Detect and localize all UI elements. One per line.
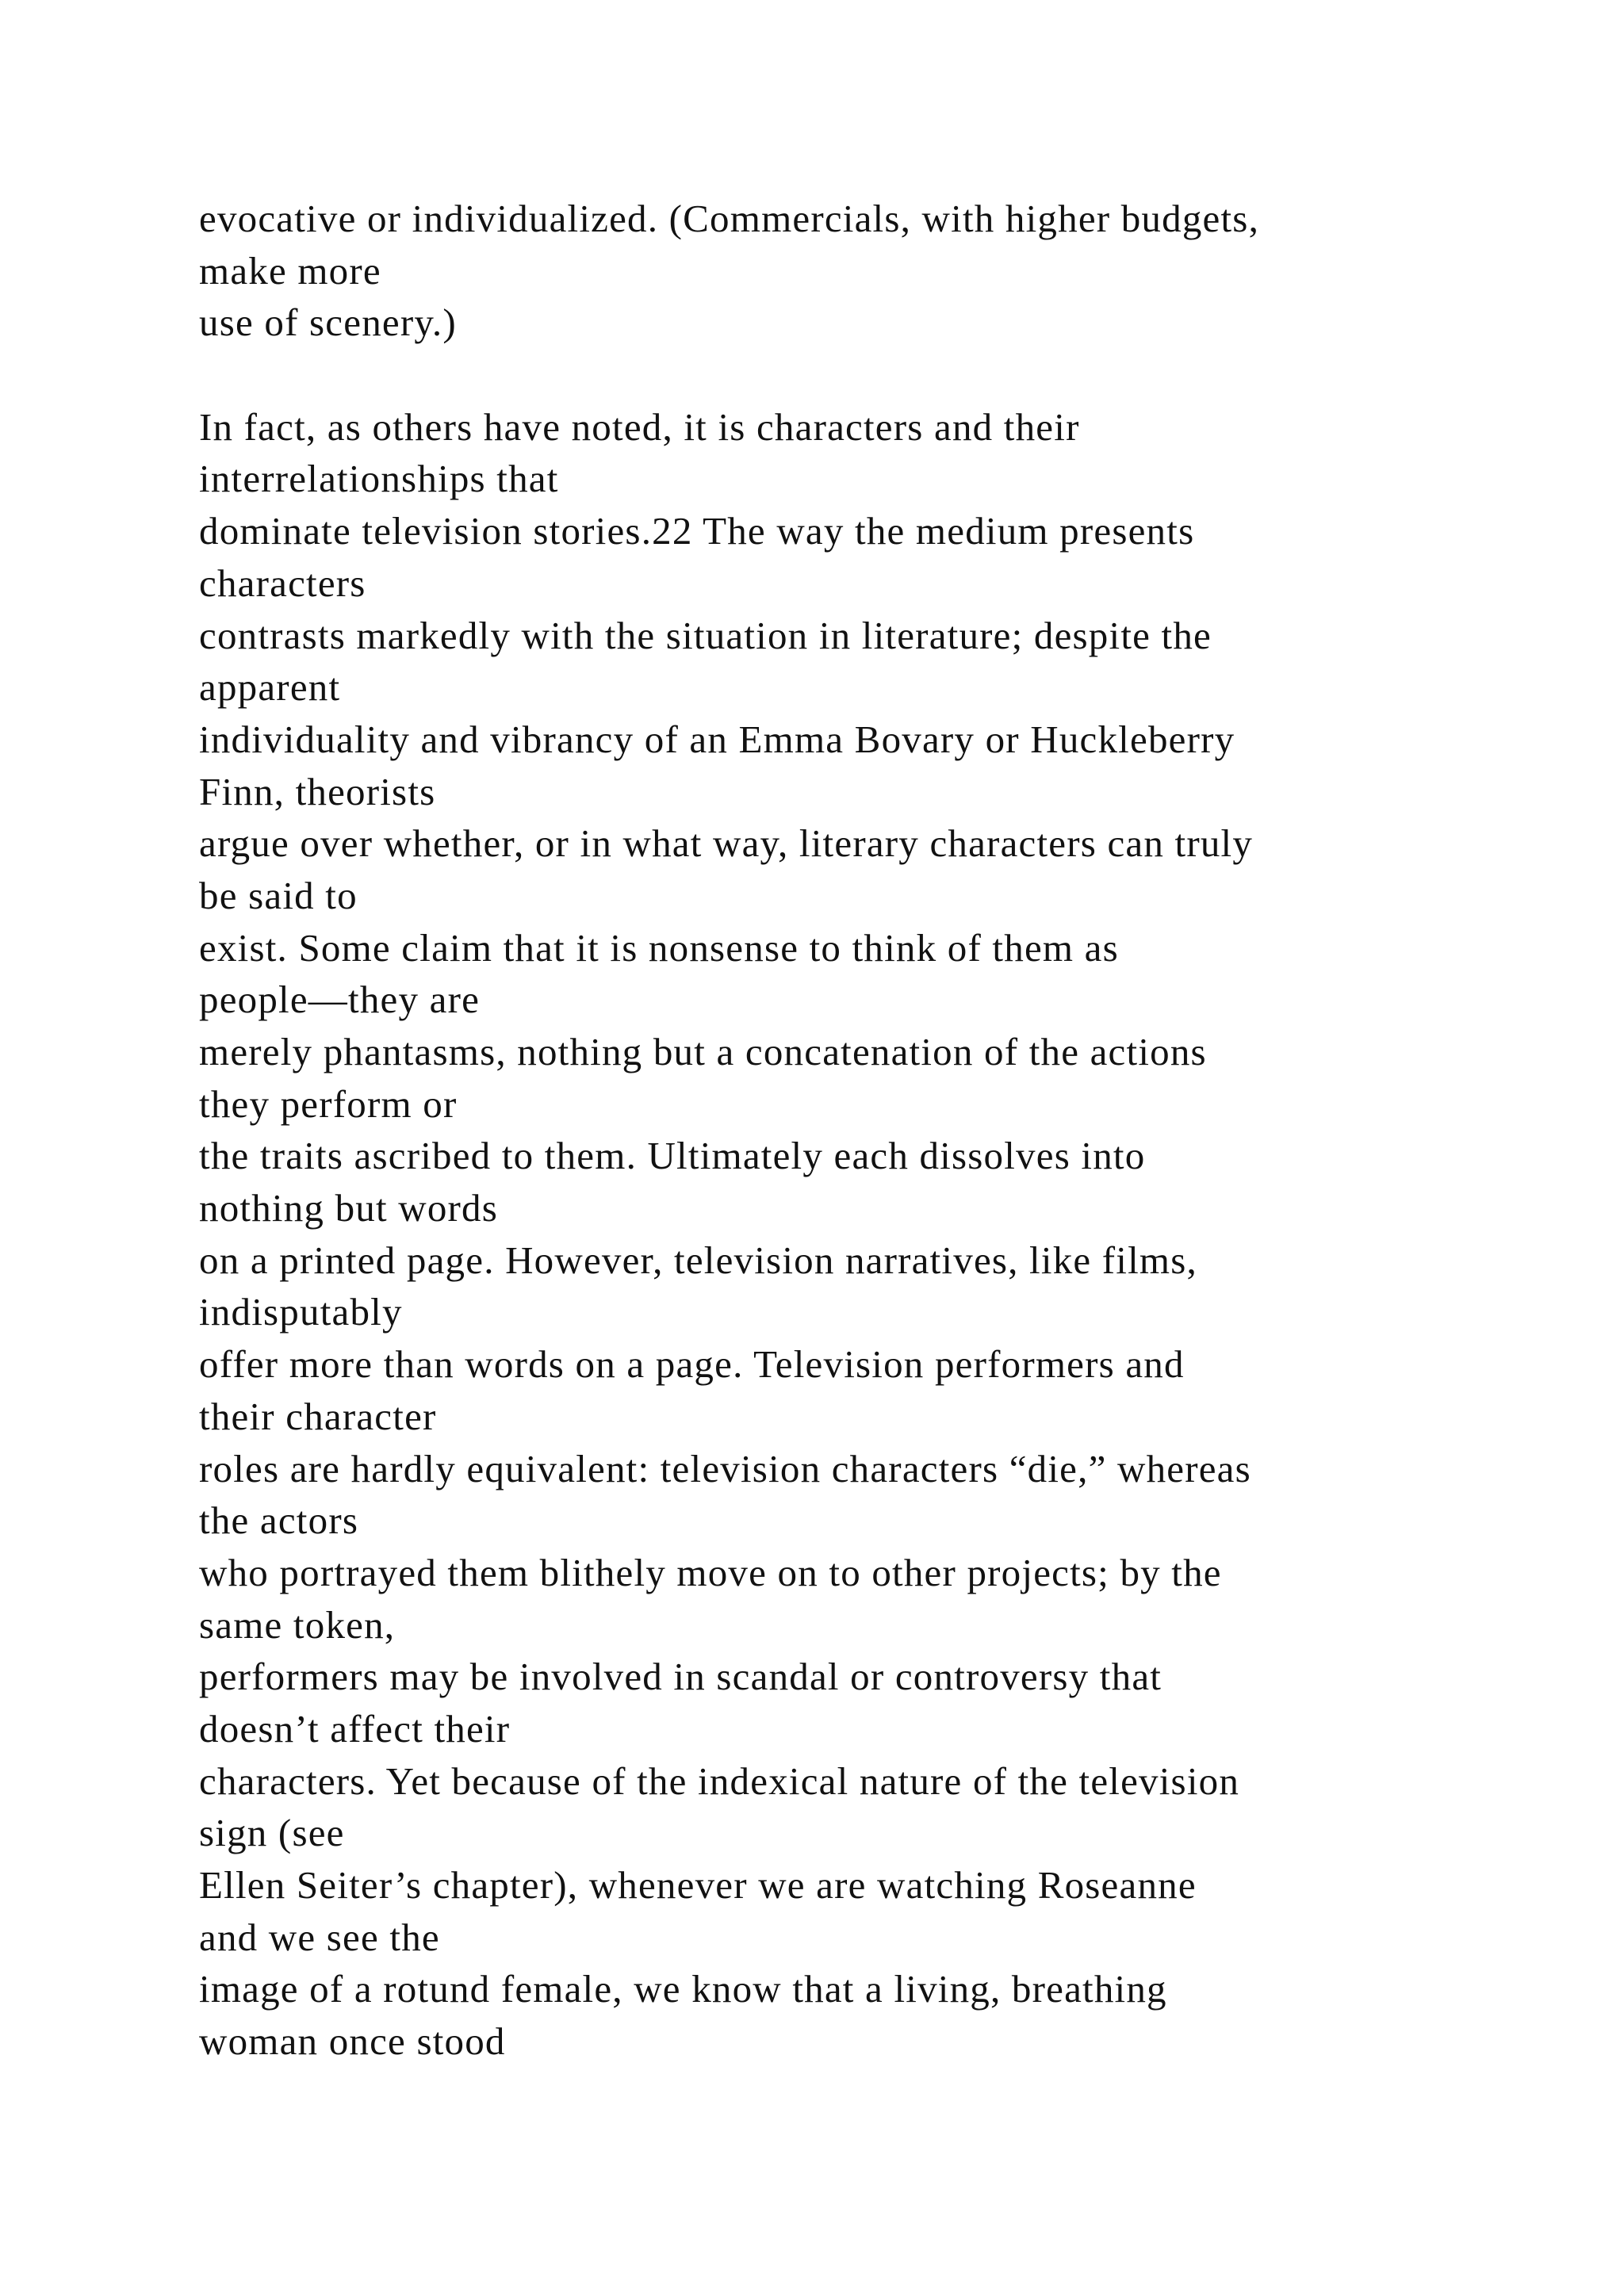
body-text bbox=[199, 193, 1547, 2068]
text-line: evocative or individualized. (Commercials, with higher budgets, bbox=[199, 197, 1260, 240]
text-line: contrasts markedly with the situation in literature; despite the bbox=[199, 613, 1212, 657]
text-line: their character bbox=[199, 1394, 437, 1438]
text-line: individuality and vibrancy of an Emma Bovary or Huckleberry bbox=[199, 717, 1235, 761]
text-line: In fact, as others have noted, it is characters and their bbox=[199, 404, 1080, 449]
text-line: performers may be involved in scandal or controversy that bbox=[199, 1655, 1162, 1699]
text-line: Finn, theorists bbox=[199, 769, 436, 813]
paragraph-break bbox=[199, 349, 1547, 401]
text-line: doesn’t affect their bbox=[199, 1706, 511, 1751]
text-line: the traits ascribed to them. Ultimately each dissolves into bbox=[199, 1134, 1146, 1178]
text-line: sign (see bbox=[199, 1811, 345, 1855]
text-line: nothing but words bbox=[199, 1186, 499, 1230]
text-line: offer more than words on a page. Television performers and bbox=[199, 1342, 1185, 1387]
text-line: they perform or bbox=[199, 1081, 458, 1126]
text-line: be said to bbox=[199, 873, 358, 917]
text-line: same token, bbox=[199, 1602, 396, 1647]
text-line: use of scenery.) bbox=[199, 300, 457, 345]
text-line: dominate television stories.22 The way the medium presents bbox=[199, 509, 1195, 553]
text-line: who portrayed them blithely move on to other projects; by the bbox=[199, 1550, 1222, 1594]
text-line: on a printed page. However, television narratives, like films, bbox=[199, 1238, 1197, 1282]
text-line: Ellen Seiter’s chapter), whenever we are watching Roseanne bbox=[199, 1863, 1197, 1907]
text-line: characters bbox=[199, 561, 366, 605]
text-line: exist. Some claim that it is nonsense to think of them as bbox=[199, 925, 1119, 970]
text-line: merely phantasms, nothing but a concatenation of the actions bbox=[199, 1030, 1207, 1073]
text-line: roles are hardly equivalent: television characters “die,” whereas bbox=[199, 1446, 1251, 1490]
text-line: the actors bbox=[199, 1498, 359, 1543]
text-line: woman once stood bbox=[199, 2019, 506, 2064]
text-line: image of a rotund female, we know that a living, breathing bbox=[199, 1967, 1167, 2011]
text-line: and we see the bbox=[199, 1915, 440, 1959]
text-line: people—they are bbox=[199, 978, 481, 1022]
text-line: apparent bbox=[199, 665, 341, 710]
text-line: argue over whether, or in what way, literary characters can truly bbox=[199, 821, 1254, 866]
text-line: characters. Yet because of the indexical nature of the television bbox=[199, 1758, 1240, 1803]
text-line: interrelationships that bbox=[199, 457, 559, 501]
text-line: make more bbox=[199, 248, 381, 293]
text-line: indisputably bbox=[199, 1290, 403, 1334]
